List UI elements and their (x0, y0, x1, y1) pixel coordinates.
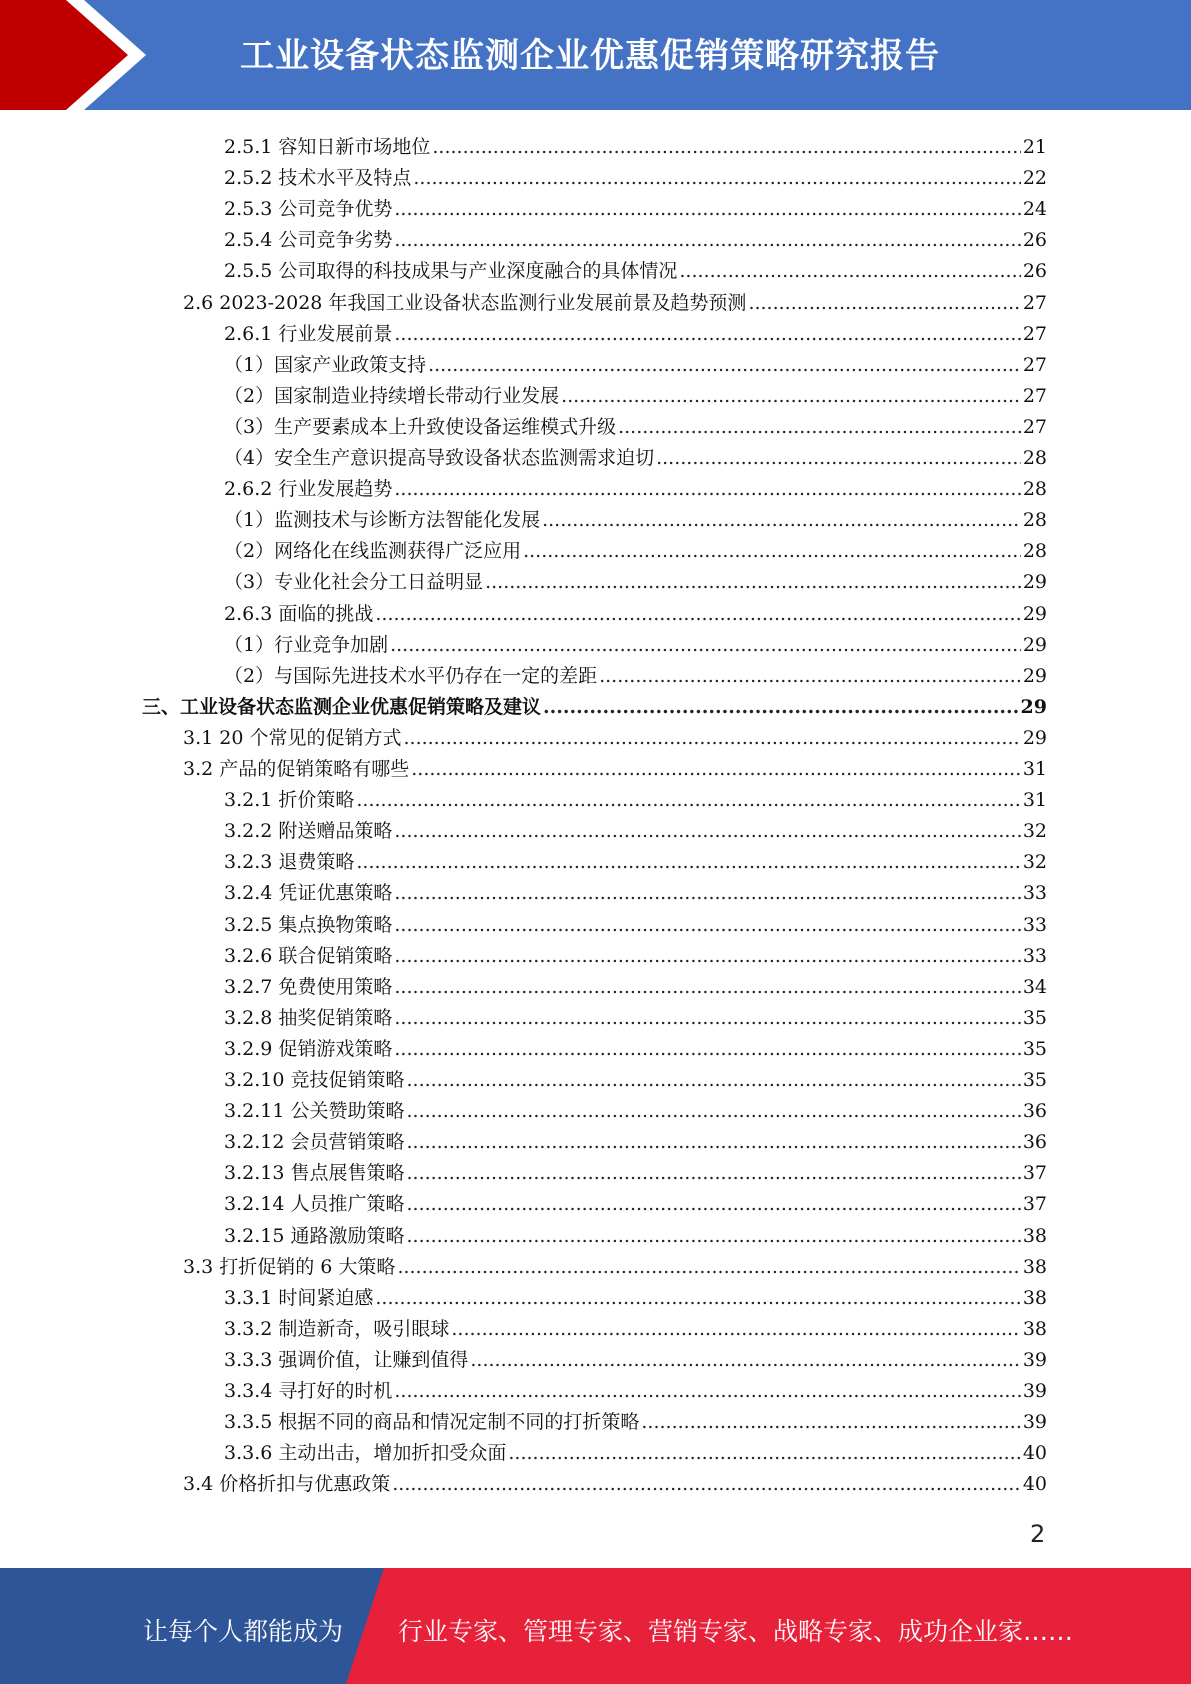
toc-entry-page: 27 (1022, 415, 1047, 438)
toc-leader-dots (599, 664, 1021, 688)
page-number: 2 (1030, 1520, 1046, 1548)
toc-entry[interactable] (183, 719, 1047, 750)
toc-entry-title: 3.3.5 根据不同的商品和情况定制不同的打折策略 (224, 1411, 640, 1434)
toc-entry-page: 28 (1022, 478, 1047, 501)
toc-entry-title: 3.2.13 售点展售策略 (224, 1162, 405, 1185)
toc-entry-page: 29 (1020, 695, 1047, 718)
toc-entry-page: 29 (1022, 633, 1047, 656)
toc-entry[interactable] (224, 1154, 1047, 1185)
toc-entry[interactable] (224, 1403, 1047, 1434)
toc-leader-dots (392, 1472, 1021, 1496)
toc-leader-dots (451, 1317, 1020, 1341)
toc-entry-title: 2.6.1 行业发展前景 (224, 322, 393, 345)
toc-entry-page: 40 (1022, 1473, 1047, 1496)
toc-entry-page: 26 (1022, 229, 1047, 252)
toc-leader-dots (390, 633, 1021, 657)
toc-entry-title: （1）监测技术与诊断方法智能化发展 (224, 509, 541, 532)
toc-entry-page: 28 (1022, 509, 1047, 532)
toc-entry[interactable] (224, 1279, 1047, 1310)
toc-leader-dots (356, 850, 1020, 874)
toc-entry-title: 2.6.3 面临的挑战 (224, 602, 374, 625)
toc-entry[interactable] (224, 595, 1047, 626)
toc-entry[interactable] (224, 999, 1047, 1030)
toc-entry[interactable] (224, 190, 1047, 221)
toc-entry-page: 31 (1022, 758, 1047, 780)
toc-leader-dots (406, 1192, 1020, 1216)
toc-entry[interactable] (224, 937, 1047, 968)
toc-entry[interactable] (224, 968, 1047, 999)
toc-leader-dots (394, 881, 1020, 905)
toc-entry[interactable] (224, 626, 1047, 657)
toc-entry[interactable] (224, 377, 1047, 408)
toc-leader-dots (523, 539, 1021, 563)
toc-entry-title: 3.2.4 凭证优惠策略 (224, 882, 393, 905)
toc-entry-page: 28 (1022, 447, 1047, 469)
toc-entry[interactable] (183, 750, 1047, 781)
toc-leader-dots (413, 166, 1020, 190)
toc-entry-page: 35 (1022, 1037, 1047, 1060)
toc-entry-title: 3.2.10 竞技促销策略 (224, 1069, 405, 1091)
toc-entry-title: 3.4 价格折扣与优惠政策 (183, 1473, 391, 1496)
toc-entry-title: 2.5.5 公司取得的科技成果与产业深度融合的具体情况 (224, 260, 678, 283)
toc-leader-dots (406, 1130, 1020, 1154)
toc-leader-dots (394, 1379, 1020, 1403)
toc-leader-dots (411, 757, 1021, 781)
toc-entry-title: 3.1 20 个常见的促销方式 (183, 726, 402, 749)
toc-entry-page: 39 (1022, 1411, 1047, 1434)
toc-entry-page: 24 (1022, 198, 1047, 221)
toc-entry[interactable] (224, 843, 1047, 874)
toc-leader-dots (406, 1161, 1020, 1185)
toc-entry[interactable] (224, 1217, 1047, 1248)
toc-entry-page: 38 (1022, 1317, 1047, 1340)
toc-entry-page: 29 (1022, 726, 1047, 749)
toc-entry-page: 35 (1022, 1006, 1047, 1029)
toc-entry-title: 3.2.3 退费策略 (224, 851, 355, 874)
toc-leader-dots (394, 944, 1020, 968)
toc-leader-dots (428, 353, 1021, 377)
toc-entry-title: 3.2.5 集点换物策略 (224, 913, 393, 936)
toc-entry[interactable] (142, 688, 1047, 719)
toc-entry[interactable] (183, 284, 1047, 315)
toc-entry-title: 3.2.9 促销游戏策略 (224, 1037, 393, 1060)
toc-entry-title: 3.3.1 时间紧迫感 (224, 1286, 374, 1309)
toc-entry[interactable] (224, 315, 1047, 346)
toc-entry-title: 3.2.15 通路激励策略 (224, 1224, 405, 1247)
toc-leader-dots (356, 788, 1020, 812)
toc-entry-title: 2.5.3 公司竞争优势 (224, 198, 393, 221)
toc-entry-title: 3.2.12 会员营销策略 (224, 1131, 405, 1154)
toc-entry[interactable] (224, 563, 1047, 594)
toc-entry-page: 39 (1022, 1380, 1047, 1402)
toc-entry[interactable] (224, 1372, 1047, 1403)
toc-entry[interactable] (183, 1248, 1047, 1279)
toc-entry[interactable] (224, 501, 1047, 532)
toc-entry[interactable] (224, 1061, 1047, 1092)
toc-leader-dots (397, 1255, 1020, 1279)
toc-entry[interactable] (224, 1185, 1047, 1216)
toc-leader-dots (403, 726, 1020, 750)
toc-entry-title: 3.3.4 寻打好的时机 (224, 1380, 393, 1402)
toc-entry-page: 40 (1022, 1442, 1047, 1465)
toc-entry-title: 3.3.3 强调价值，让赚到值得 (224, 1348, 469, 1371)
toc-entry-title: （4）安全生产意识提高导致设备状态监测需求迫切 (224, 447, 655, 469)
toc-entry-page: 21 (1022, 136, 1047, 158)
toc-entry-title: （3）生产要素成本上升致使设备运维模式升级 (224, 415, 617, 438)
toc-leader-dots (406, 1099, 1020, 1123)
toc-leader-dots (406, 1224, 1020, 1248)
toc-entry-title: 3.2.14 人员推广策略 (224, 1193, 405, 1216)
toc-entry-title: 3.2.11 公关赞助策略 (224, 1100, 405, 1123)
toc-entry-page: 38 (1022, 1286, 1047, 1309)
toc-leader-dots (375, 602, 1020, 626)
toc-entry-title: 3.3.2 制造新奇，吸引眼球 (224, 1317, 450, 1340)
footer-slogan-right: 行业专家、管理专家、营销专家、战略专家、成功企业家…… (398, 1617, 1074, 1646)
toc-entry-title: 2.5.4 公司竞争劣势 (224, 229, 393, 252)
toc-leader-dots (470, 1348, 1020, 1372)
toc-entry-title: （2）与国际先进技术水平仍存在一定的差距 (224, 664, 598, 687)
toc-entry-title: 3.3.6 主动出击，增加折扣受众面 (224, 1442, 507, 1465)
toc-leader-dots (618, 415, 1021, 439)
toc-entry-title: 3.2.8 抽奖促销策略 (224, 1006, 393, 1029)
toc-entry[interactable] (224, 221, 1047, 252)
toc-entry[interactable] (224, 159, 1047, 190)
toc-entry[interactable] (224, 470, 1047, 501)
toc-entry-page: 27 (1022, 353, 1047, 376)
toc-entry-page: 31 (1022, 789, 1047, 812)
page-footer (0, 1568, 1191, 1684)
toc-entry[interactable] (224, 1310, 1047, 1341)
toc-entry-title: （2）国家制造业持续增长带动行业发展 (224, 384, 560, 407)
toc-leader-dots (641, 1410, 1020, 1434)
toc-entry-title: 2.6 2023-2028 年我国工业设备状态监测行业发展前景及趋势预测 (183, 291, 747, 314)
toc-leader-dots (394, 819, 1020, 843)
toc-entry[interactable] (224, 346, 1047, 377)
toc-entry-title: 3.2.1 折价策略 (224, 789, 355, 812)
toc-entry-page: 28 (1022, 540, 1047, 563)
toc-entry-page: 33 (1022, 913, 1047, 936)
toc-leader-dots (432, 135, 1020, 159)
toc-entry-page: 38 (1022, 1224, 1047, 1247)
toc-entry-page: 37 (1022, 1193, 1047, 1216)
toc-entry[interactable] (224, 1434, 1047, 1465)
toc-entry[interactable] (224, 532, 1047, 563)
toc-leader-dots (375, 1286, 1020, 1310)
toc-entry-title: （1）行业竞争加剧 (224, 633, 389, 656)
toc-entry[interactable] (224, 657, 1047, 688)
toc-leader-dots (394, 913, 1020, 937)
toc-entry-page: 39 (1022, 1348, 1047, 1371)
toc-entry[interactable] (224, 1341, 1047, 1372)
toc-entry-page: 29 (1022, 571, 1047, 594)
toc-leader-dots (485, 570, 1021, 594)
toc-entry-title: （3）专业化社会分工日益明显 (224, 571, 484, 594)
toc-entry-title: 3.2 产品的促销策略有哪些 (183, 758, 410, 780)
toc-entry[interactable] (224, 812, 1047, 843)
toc-entry-page: 35 (1022, 1069, 1047, 1091)
toc-leader-dots (508, 1441, 1020, 1465)
toc-entry-page: 36 (1022, 1100, 1047, 1123)
toc-entry-page: 29 (1022, 602, 1047, 625)
toc-leader-dots (394, 228, 1020, 252)
toc-leader-dots (394, 1006, 1020, 1030)
toc-entry-title: （1）国家产业政策支持 (224, 353, 427, 376)
toc-leader-dots (543, 695, 1019, 719)
toc-entry-page: 27 (1022, 384, 1047, 407)
toc-entry-page: 33 (1022, 882, 1047, 905)
toc-leader-dots (394, 1037, 1020, 1061)
footer-slogan-left: 让每个人都能成为 (143, 1617, 344, 1646)
toc-entry-page: 36 (1022, 1131, 1047, 1154)
toc-leader-dots (679, 259, 1020, 283)
toc-entry-title: 2.5.2 技术水平及特点 (224, 167, 412, 190)
toc-entry[interactable] (224, 1123, 1047, 1154)
toc-leader-dots (406, 1068, 1020, 1092)
toc-entry[interactable] (224, 408, 1047, 439)
toc-leader-dots (394, 975, 1020, 999)
toc-entry-page: 33 (1022, 944, 1047, 967)
toc-entry[interactable] (224, 128, 1047, 159)
toc-entry-title: 三、工业设备状态监测企业优惠促销策略及建议 (142, 695, 542, 718)
toc-entry[interactable] (224, 874, 1047, 905)
toc-entry-page: 22 (1022, 167, 1047, 190)
toc-entry-title: 2.5.1 容知日新市场地位 (224, 136, 431, 158)
report-title: 工业设备状态监测企业优惠促销策略研究报告 (240, 36, 940, 76)
toc-entry-page: 27 (1022, 291, 1047, 314)
toc-leader-dots (656, 446, 1021, 470)
toc-entry[interactable] (224, 906, 1047, 937)
toc-entry-page: 34 (1022, 975, 1047, 998)
toc-entry-title: 3.2.2 附送赠品策略 (224, 820, 393, 843)
toc-entry-title: （2）网络化在线监测获得广泛应用 (224, 540, 522, 563)
toc-leader-dots (394, 322, 1020, 346)
toc-entry[interactable] (224, 1030, 1047, 1061)
toc-entry-title: 3.2.6 联合促销策略 (224, 944, 393, 967)
toc-entry[interactable] (224, 252, 1047, 283)
toc-entry-page: 27 (1022, 322, 1047, 345)
toc-entry-title: 2.6.2 行业发展趋势 (224, 478, 393, 501)
toc-entry-page: 26 (1022, 260, 1047, 283)
toc-entry[interactable] (224, 439, 1047, 470)
toc-entry-page: 37 (1022, 1162, 1047, 1185)
toc-entry-title: 3.3 打折促销的 6 大策略 (183, 1255, 396, 1278)
toc-leader-dots (394, 197, 1020, 221)
toc-entry-page: 32 (1022, 820, 1047, 843)
toc-leader-dots (748, 291, 1020, 315)
toc-entry-title: 3.2.7 免费使用策略 (224, 975, 393, 998)
toc-entry-page: 29 (1022, 664, 1047, 687)
toc-entry[interactable] (224, 781, 1047, 812)
toc-entry[interactable] (224, 1092, 1047, 1123)
toc-leader-dots (542, 508, 1021, 532)
toc-leader-dots (394, 477, 1020, 501)
toc-entry-page: 32 (1022, 851, 1047, 874)
toc-leader-dots (561, 384, 1021, 408)
page-header (0, 0, 1191, 110)
toc-entry-page: 38 (1022, 1255, 1047, 1278)
toc-entry[interactable] (183, 1465, 1047, 1496)
